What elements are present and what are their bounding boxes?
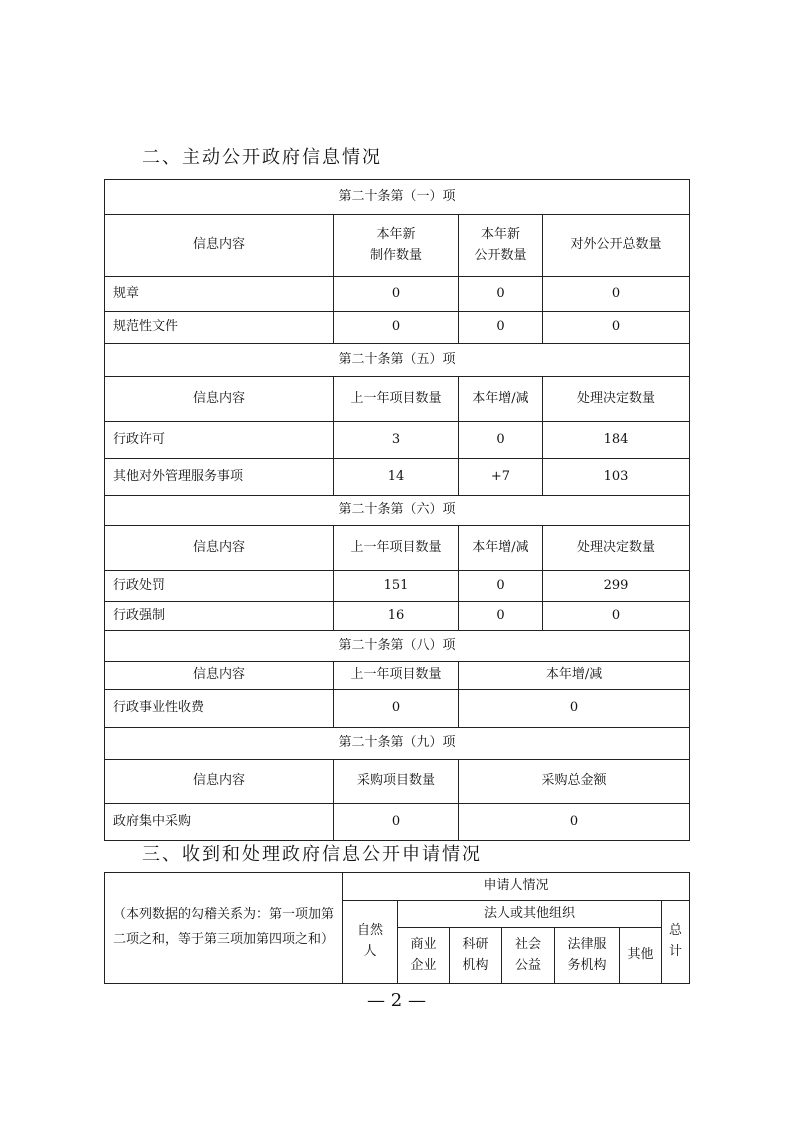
header-cell: 信息内容: [105, 662, 334, 690]
value-cell: 0: [459, 277, 543, 312]
value-cell: 0: [543, 312, 690, 344]
row-label: 规范性文件: [105, 312, 334, 344]
value-cell: 0: [543, 602, 690, 631]
table-row: [105, 277, 690, 312]
note-cell: （本列数据的勾稽关系为：第一项加第二项之和，等于第三项加第四项之和）: [105, 873, 343, 984]
header-cell: 信息内容: [105, 377, 334, 422]
natural-person-header: 自然 人: [343, 901, 398, 984]
table-row: [105, 571, 690, 602]
value-cell: 0: [334, 312, 459, 344]
row-label: 规章: [105, 277, 334, 312]
value-cell: 0: [334, 277, 459, 312]
value-cell: 0: [334, 804, 459, 841]
header-cell: 信息内容: [105, 526, 334, 571]
row-label: 行政许可: [105, 422, 334, 459]
value-cell: 299: [543, 571, 690, 602]
row-label: 行政事业性收费: [105, 690, 334, 728]
value-cell: 184: [543, 422, 690, 459]
value-cell: +7: [459, 459, 543, 496]
header-cell: 处理决定数量: [543, 377, 690, 422]
business-header: 商业 企业: [398, 928, 450, 984]
table-row: [105, 690, 690, 728]
header-cell: 本年新 公开数量: [459, 215, 543, 277]
disclosure-table: [104, 179, 690, 841]
value-cell: 0: [543, 277, 690, 312]
row-label: 其他对外管理服务事项: [105, 459, 334, 496]
value-cell: 0: [459, 312, 543, 344]
other-header: 其他: [620, 928, 662, 984]
header-cell: 采购项目数量: [334, 760, 459, 804]
public-welfare-header: 社会 公益: [502, 928, 555, 984]
table-row: [105, 459, 690, 496]
table-row: [105, 602, 690, 631]
section-title: 第二十条第（九）项: [105, 728, 690, 760]
value-cell: 0: [459, 690, 690, 728]
value-cell: 16: [334, 602, 459, 631]
section-title: 第二十条第（五）项: [105, 344, 690, 377]
header-cell: 本年新 制作数量: [334, 215, 459, 277]
value-cell: 151: [334, 571, 459, 602]
row-label: 行政强制: [105, 602, 334, 631]
research-header: 科研 机构: [450, 928, 502, 984]
value-cell: 0: [334, 690, 459, 728]
section-title: 第二十条第（八）项: [105, 631, 690, 662]
total-header: 总 计: [662, 901, 690, 984]
section-heading-2: 二、主动公开政府信息情况: [142, 147, 382, 168]
header-cell: 上一年项目数量: [334, 662, 459, 690]
header-cell: 本年增/减: [459, 377, 543, 422]
value-cell: 3: [334, 422, 459, 459]
table-row: [105, 804, 690, 841]
value-cell: 0: [459, 571, 543, 602]
section-title: 第二十条第（六）项: [105, 496, 690, 526]
page-number: — 2 —: [367, 990, 426, 1011]
header-cell: 对外公开总数量: [543, 215, 690, 277]
legal-service-header: 法律服 务机构: [555, 928, 620, 984]
header-cell: 上一年项目数量: [334, 526, 459, 571]
value-cell: 0: [459, 422, 543, 459]
header-cell: 本年增/减: [459, 526, 543, 571]
header-cell: 处理决定数量: [543, 526, 690, 571]
table-row: [105, 312, 690, 344]
applicant-header: 申请人情况: [343, 873, 690, 901]
value-cell: 0: [459, 804, 690, 841]
section-heading-3: 三、收到和处理政府信息公开申请情况: [142, 844, 482, 865]
row-label: 行政处罚: [105, 571, 334, 602]
row-label: 政府集中采购: [105, 804, 334, 841]
header-cell: 本年增/减: [459, 662, 690, 690]
application-table: [104, 872, 690, 984]
section-title: 第二十条第（一）项: [105, 180, 690, 215]
value-cell: 14: [334, 459, 459, 496]
header-cell: 采购总金额: [459, 760, 690, 804]
value-cell: 103: [543, 459, 690, 496]
header-cell: 信息内容: [105, 760, 334, 804]
legal-person-header: 法人或其他组织: [398, 901, 662, 928]
header-cell: 信息内容: [105, 215, 334, 277]
header-cell: 上一年项目数量: [334, 377, 459, 422]
table-row: [105, 422, 690, 459]
value-cell: 0: [459, 602, 543, 631]
